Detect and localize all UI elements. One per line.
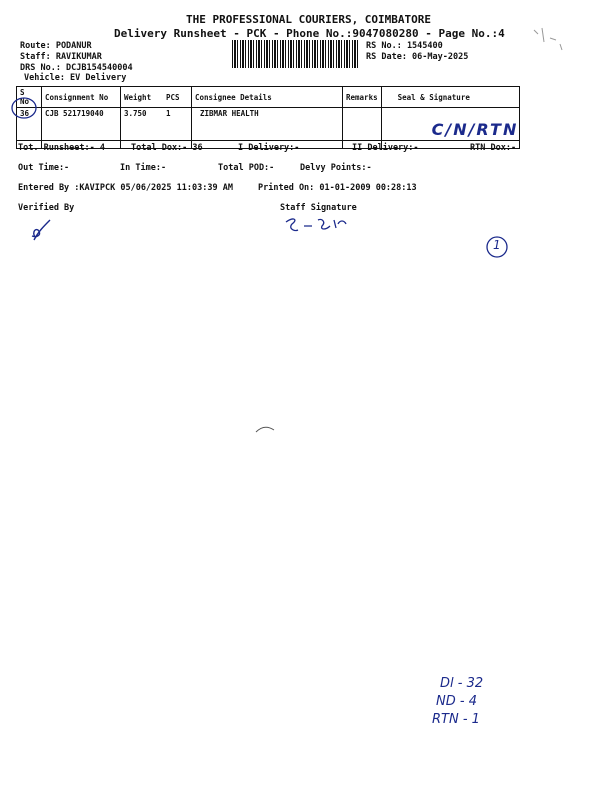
cell-consignee: ZIBMAR HEALTH: [192, 108, 343, 149]
tot-runsheet: Tot. Runsheet:- 4: [18, 143, 105, 153]
cell-pcs: 1: [163, 108, 192, 149]
barcode: [232, 40, 360, 68]
cell-sno: 36: [17, 108, 42, 149]
note-line-2: ND - 4: [436, 694, 477, 709]
total-dox: Total Dox:- 36: [131, 143, 203, 153]
printed-on: Printed On: 01-01-2009 00:28:13: [258, 183, 417, 193]
company-title: THE PROFESSIONAL COURIERS, COIMBATORE: [186, 13, 432, 26]
rtn-dox: RTN Dox:-: [470, 143, 517, 153]
col-sno: S No: [17, 87, 42, 108]
circled-page-number: 1: [493, 238, 501, 252]
delvy-points: Delvy Points:-: [300, 163, 372, 173]
seal-handwriting: C/N/RTN: [431, 120, 519, 139]
out-time: Out Time:-: [18, 163, 70, 173]
note-line-3: RTN - 1: [432, 712, 480, 727]
circle-mark: [10, 96, 38, 120]
cell-weight: 3.750: [121, 108, 164, 149]
in-time: In Time:-: [120, 163, 167, 173]
stray-mark: [254, 424, 276, 434]
col-consignee: Consignee Details: [192, 87, 343, 108]
drs-no: DRS No.: DCJB154540004: [20, 63, 133, 73]
vehicle: Vehicle: EV Delivery: [24, 73, 127, 83]
route: Route: PODANUR: [20, 41, 92, 51]
staff: Staff: RAVIKUMAR: [20, 52, 102, 62]
rs-no: RS No.: 1545400: [366, 41, 443, 51]
note-line-1: Dl - 32: [440, 676, 484, 691]
total-pod: Total POD:-: [218, 163, 275, 173]
rs-date: RS Date: 06-May-2025: [366, 52, 469, 62]
entered-by: Entered By :KAVIPCK 05/06/2025 11:03:39 AM: [18, 183, 233, 193]
ii-delivery: II Delivery:-: [352, 143, 419, 153]
col-consignment: Consignment No: [42, 87, 121, 108]
i-delivery: I Delivery:-: [238, 143, 300, 153]
divider: [16, 140, 520, 141]
corner-scribble: [530, 24, 570, 54]
cell-consignment: CJB 521719040: [42, 108, 121, 149]
verifier-signature: [28, 212, 68, 246]
staff-signature: [282, 214, 352, 236]
col-remarks: Remarks: [343, 87, 382, 108]
verified-by: Verified By: [18, 203, 75, 213]
staff-signature-label: Staff Signature: [280, 203, 357, 213]
col-seal: Seal & Signature: [381, 87, 519, 108]
runsheet-title: Delivery Runsheet - PCK - Phone No.:9047080280 - Page No.:4: [114, 27, 505, 40]
col-weight: Weight: [121, 87, 164, 108]
col-pcs: PCS: [163, 87, 192, 108]
